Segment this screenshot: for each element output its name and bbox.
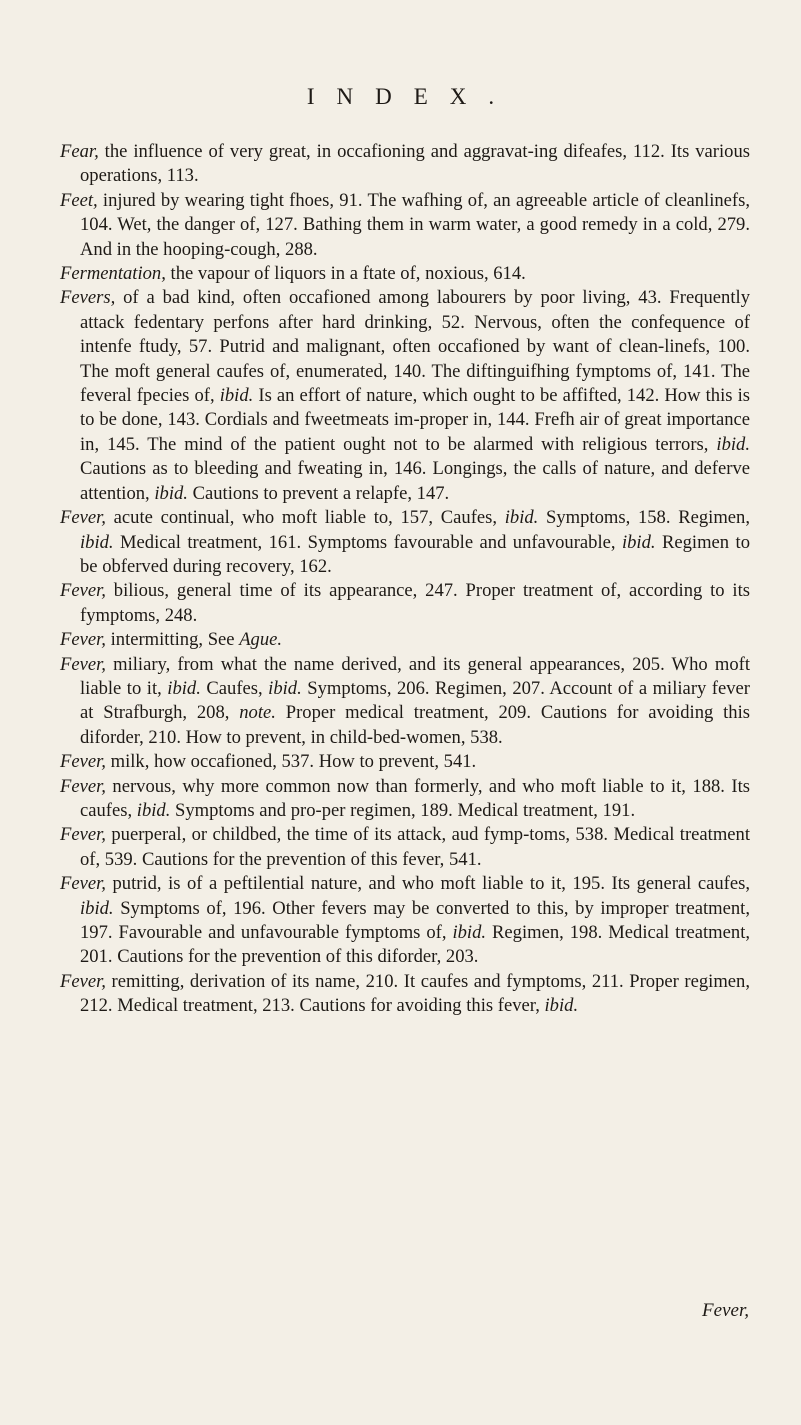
- index-entry: [60, 506, 750, 579]
- entry-keyword: Fever,: [60, 653, 106, 675]
- entry-keyword: Fever,: [60, 751, 106, 773]
- index-entry: [60, 970, 750, 1019]
- index-entry: [60, 140, 750, 189]
- entry-text: acute continual, who moft liable to, 157, Caufes,: [105, 507, 505, 529]
- entry-text: of a bad kind, often occafioned among labourers by poor living, 43. Frequently attack fedentary perfons after hard drinking, 52. Nervous, often the confequence of intenfe ftudy, 57. Putrid and malignant, often occafioned by want of clean-linefs, 100. The moft general caufes of, enumerated, 140. The diftinguifhing fymptoms of, 141. The feveral fpecies of,: [80, 287, 750, 407]
- entry-text: Proper medical treatment, 209. Cautions for avoiding this diforder, 210. How to prevent, in child-bed-women, 538.: [80, 702, 750, 748]
- index-entry: [60, 775, 750, 824]
- index-entry: [60, 286, 750, 506]
- entry-text: ibid.: [167, 677, 201, 699]
- entry-text: Cautions as to bleeding and fweating in, 146. Longings, the calls of nature, and deferve attention,: [80, 458, 750, 504]
- entry-text: remitting, derivation of its name, 210. It caufes and fymptoms, 211. Proper regimen, 212. Medical treatment, 213. Cautions for avoiding this fever,: [80, 970, 750, 1017]
- entry-text: ibid.: [219, 385, 254, 407]
- entry-keyword: Fever,: [60, 507, 106, 529]
- entry-text: ibid.: [716, 433, 750, 455]
- entry-text: ibid.: [268, 677, 302, 699]
- entry-text: Medical treatment, 161. Symptoms favourable and unfavourable,: [113, 531, 622, 553]
- entry-text: Ague.: [239, 629, 283, 651]
- entry-text: Cautions to prevent a relapfe, 147.: [187, 482, 450, 504]
- entry-text: note.: [239, 702, 276, 724]
- entry-text: Regimen to be obferved during recovery, 162.: [80, 531, 750, 577]
- entry-text: Symptoms and pro-per regimen, 189. Medical treatment, 191.: [170, 799, 636, 821]
- entry-text: bilious, general time of its appearance, 247. Proper treatment of, according to its fymptoms, 248.: [80, 580, 750, 626]
- entry-text: Caufes,: [200, 677, 269, 699]
- entry-text: puerperal, or childbed, the time of its attack, aud fymp-toms, 538. Medical treatment of, 539. Cautions for the prevention of this fever, 541.: [80, 824, 750, 870]
- entry-keyword: Fever,: [60, 824, 106, 846]
- index-entries: [60, 140, 750, 1019]
- entry-text: milk, how occafioned, 537. How to prevent, 541.: [105, 751, 477, 773]
- entry-text: the vapour of liquors in a ftate of, noxious, 614.: [165, 263, 526, 285]
- entry-keyword: Fever,: [60, 970, 106, 992]
- index-entry: [60, 653, 750, 751]
- entry-text: ibid.: [544, 995, 579, 1017]
- entry-keyword: Fever,: [60, 580, 106, 602]
- index-entry: [60, 262, 750, 286]
- entry-text: Symptoms, 206. Regimen, 207. Account of a miliary fever at Strafburgh, 208,: [80, 677, 750, 724]
- entry-text: ibid.: [452, 922, 487, 943]
- entry-keyword: Fever,: [60, 629, 106, 651]
- entry-text: miliary, from what the name derived, and its general appearances, 205. Who moft liable to it,: [80, 653, 750, 699]
- index-entry: [60, 628, 750, 652]
- index-entry: [60, 189, 750, 262]
- entry-text: ibid.: [621, 531, 656, 553]
- entry-text: Symptoms, 158. Regimen,: [538, 507, 750, 529]
- index-entry: [60, 872, 750, 970]
- index-entry: [60, 823, 750, 872]
- entry-text: ibid.: [504, 507, 539, 529]
- index-entry: [60, 750, 750, 774]
- entry-text: Is an effort of nature, which ought to be affifted, 142. How this is to be done, 143. Cordials and fweetmeats im-proper in, 144. Frefh air of great importance in, 145. The mind of the patient ought not to be alarmed with religious terrors,: [80, 385, 750, 455]
- entry-text: putrid, is of a peftilential nature, and who moft liable to it, 195. Its general caufes,: [105, 873, 750, 895]
- entry-text: Regimen, 198. Medical treatment, 201. Cautions for the prevention of this diforder, 203.: [80, 922, 751, 968]
- entry-text: ibid.: [80, 897, 114, 919]
- entry-text: intermitting, See: [105, 629, 240, 651]
- entry-keyword: Fear,: [60, 141, 99, 162]
- entry-text: ibid.: [80, 531, 114, 553]
- catchword: Fever,: [702, 1300, 749, 1321]
- entry-keyword: Fevers,: [60, 287, 116, 309]
- index-entry: [60, 579, 750, 628]
- entry-text: ibid.: [136, 799, 171, 821]
- entry-text: ibid.: [154, 482, 188, 504]
- entry-keyword: Fever,: [60, 873, 106, 895]
- entry-keyword: Fever,: [60, 775, 106, 797]
- entry-text: nervous, why more common now than formerly, and who moft liable to it, 188. Its caufes,: [80, 775, 750, 821]
- entry-text: the influence of very great, in occafioning and aggravat-ing difeafes, 112. Its various operations, 113.: [80, 141, 750, 187]
- page-header: INDEX.: [306, 84, 517, 109]
- entry-text: Symptoms of, 196. Other fevers may be converted to this, by improper treatment, 197. Favourable and unfavourable fymptoms of,: [80, 897, 750, 943]
- entry-keyword: Feet,: [60, 189, 98, 211]
- entry-text: injured by wearing tight fhoes, 91. The wafhing of, an agreeable article of cleanlinefs, 104. Wet, the danger of, 127. Bathing them in warm water, a good remedy in a cold, 279. And in the hooping-cough, 288.: [80, 189, 750, 260]
- entry-keyword: Fermentation,: [60, 263, 166, 285]
